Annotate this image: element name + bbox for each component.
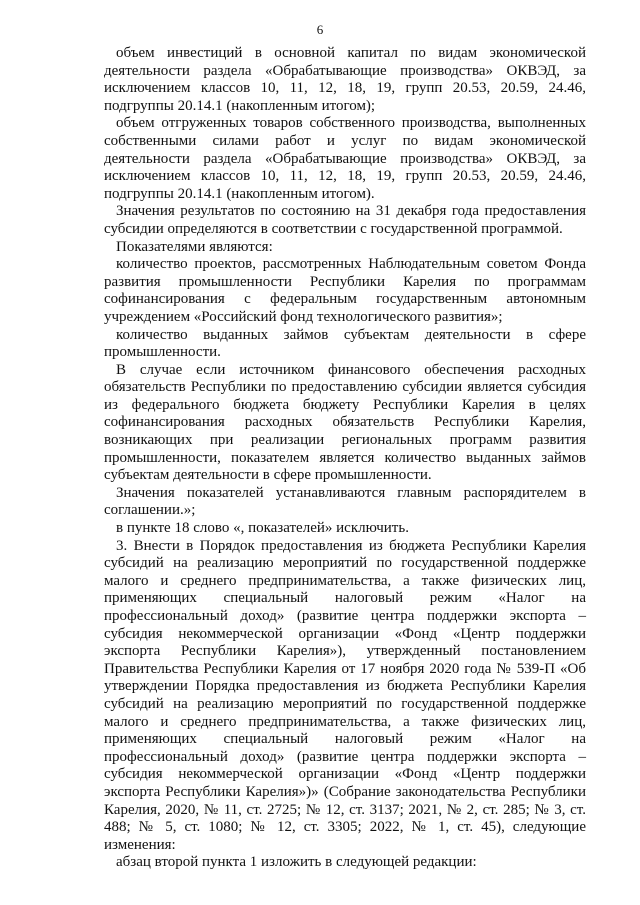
paragraph-shipped-goods-volume: объем отгруженных товаров собственного производства, выполненных собственными силами работ и услуг по видам экономической деятельности раздела «Обрабатывающие производства» ОКВЭД, за исключением классов 10, 11, 12, 18, 19, групп 20.53, 20.59, 24.46, подгруппы 20.14.1 (накопленным итогом). bbox=[104, 115, 586, 202]
paragraph-loans-count: количество выданных займов субъектам деятельности в сфере промышленности. bbox=[104, 326, 586, 361]
document-body bbox=[104, 45, 586, 872]
paragraph-projects-count: количество проектов, рассмотренных Наблюдательным советом Фонда развития промышленности Республики Карелия по программам софинансирования с федеральным государственным автономным учреждением «Российский фонд технологического развития»; bbox=[104, 256, 586, 325]
paragraph-point-1-edit: абзац второй пункта 1 изложить в следующей редакции: bbox=[116, 854, 477, 871]
paragraph-federal-subsidy-case: В случае если источником финансового обеспечения расходных обязательств Республики по предоставлению субсидии является субсидия из федерального бюджета бюджету Республики Карелия в целях софинансирования расходных обязательств Республики Карелия, возникающих при реализации региональных программ развития промышленности, показателем является количество выданных займов субъектам деятельности в сфере промышленности. bbox=[104, 361, 586, 484]
paragraph-results-values: Значения результатов по состоянию на 31 декабря года предоставления субсидии определяются в соответствии с государственной программой. bbox=[104, 203, 586, 237]
paragraph-point-18: в пункте 18 слово «, показателей» исключить. bbox=[116, 520, 409, 537]
paragraph-investment-volume: объем инвестиций в основной капитал по видам экономической деятельности раздела «Обрабатывающие производства» ОКВЭД, за исключением классов 10, 11, 12, 18, 19, групп 20.53, 20.59, 24.46, подгруппы 20.14.1 (накопленным итогом); bbox=[104, 45, 586, 114]
page-number: 6 bbox=[316, 22, 324, 37]
paragraph-indicator-values: Значения показателей устанавливаются главным распорядителем в соглашении.»; bbox=[104, 484, 586, 519]
paragraph-section-3: 3. Внести в Порядок предоставления из бюджета Республики Карелия субсидий на реализацию мероприятий по государственной поддержке малого и среднего предпринимательства, а также физических лиц, применяющих специальный налоговый режим «Налог на профессиональный доход» (развитие центра поддержки экспорта – субсидия некоммерческой организации «Фонд «Центр поддержки экспорта Республики Карелия»), утвержденный постановлением Правительства Республики Карелия от 17 ноября 2020 года № 539-П «Об утверждении Порядка предоставления из бюджета Республики Карелия субсидий на реализацию мероприятий по государственной поддержке малого и среднего предпринимательства, а также физических лиц, применяющих специальный налоговый режим «Налог на профессиональный доход» (развитие центра поддержки экспорта – субсидия некоммерческой организации «Фонд «Центр поддержки экспорта Республики Карелия»)» (Собрание законодательства Республики Карелия, 2020, № 11, ст. 2725; № 12, ст. 3137; 2021, № 2, ст. 285; № 3, ст. 488; № 5, ст. 1080; № 12, ст. 3305; 2022, № 1, ст. 45), следующие изменения: bbox=[104, 537, 586, 853]
paragraph-indicators-heading: Показателями являются: bbox=[116, 238, 273, 255]
